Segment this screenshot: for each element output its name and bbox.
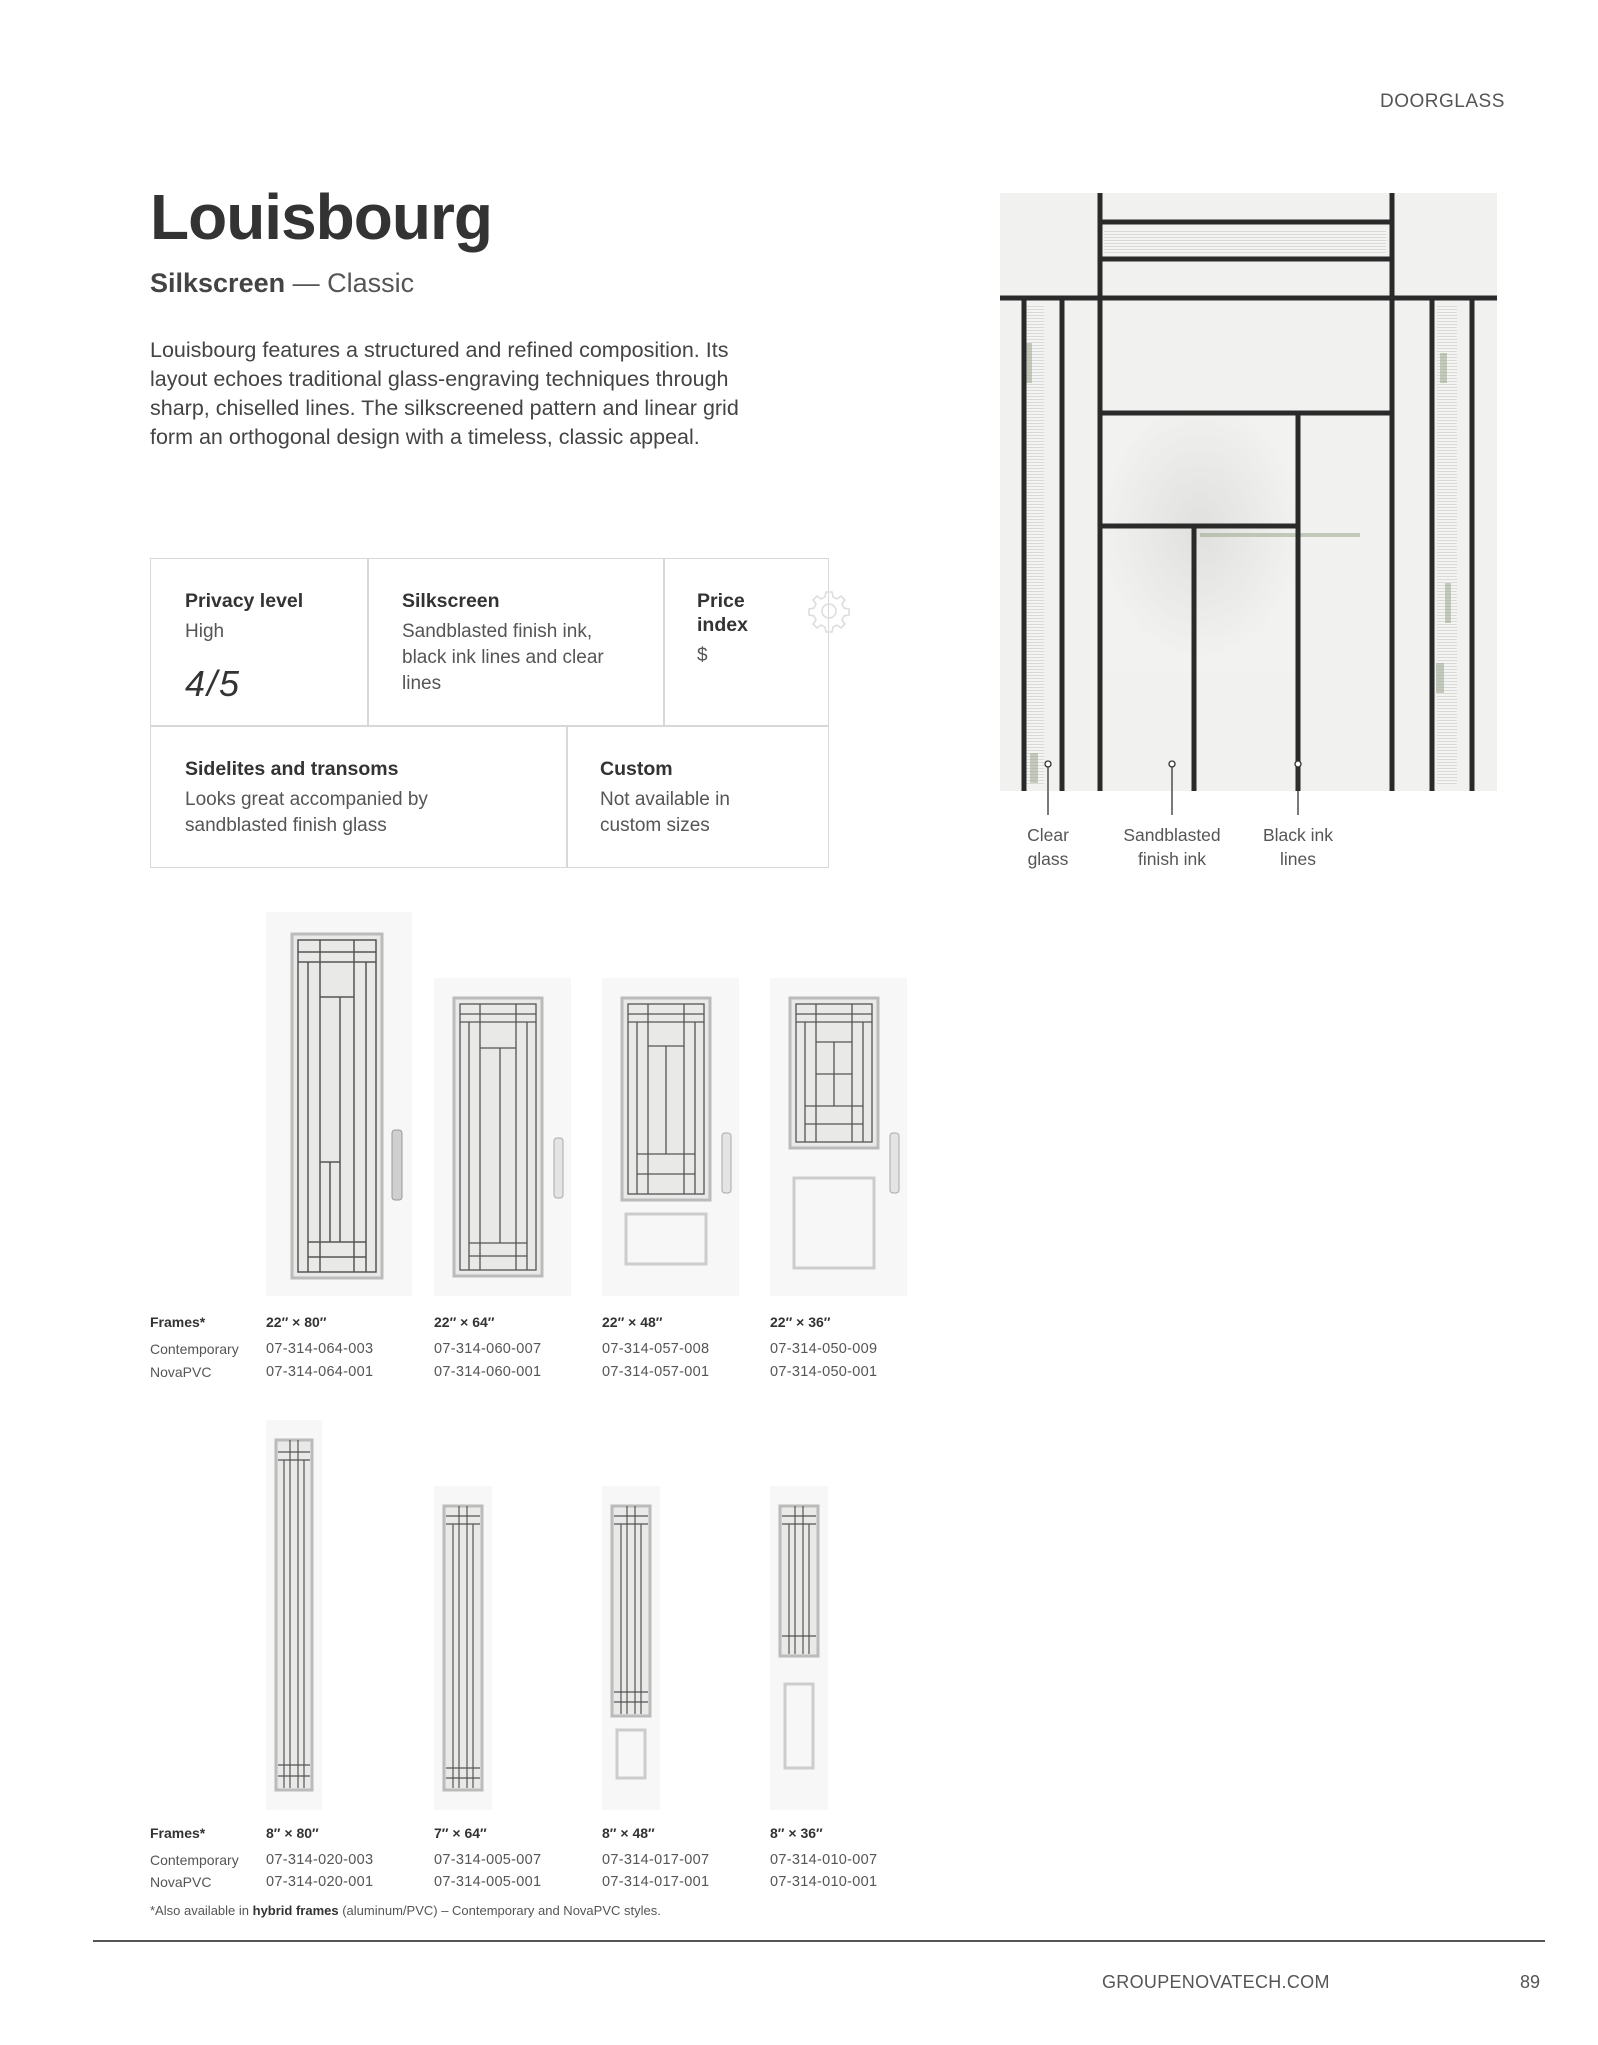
sidelite-image-8x36: [770, 1486, 828, 1810]
code-cell: 07-314-010-001: [770, 1874, 878, 1890]
divider: [663, 559, 665, 725]
door-image-22x64: [434, 978, 571, 1296]
size-header: 8″ × 48″: [602, 1825, 655, 1841]
code-cell: 07-314-020-001: [266, 1874, 374, 1890]
size-header: 22″ × 64″: [434, 1314, 495, 1330]
callout-leaders: [1000, 755, 1400, 825]
code-cell: 07-314-010-007: [770, 1852, 878, 1868]
size-header: 22″ × 36″: [770, 1314, 831, 1330]
product-description: Louisbourg features a structured and refined composition. Its layout echoes traditional glass-engraving techniques through sharp, chiselled lines. The silkscreened pattern and linear grid form an orthogonal design with a timeless, classic appeal.: [150, 338, 739, 449]
specs-table: [150, 558, 829, 868]
row-label-contemporary: Contemporary: [150, 1341, 239, 1357]
silkscreen-label: Silkscreen: [402, 590, 500, 612]
gear-icon: [807, 589, 851, 633]
section-label: DOORGLASS: [1380, 91, 1505, 112]
frames-header: Frames*: [150, 1314, 206, 1330]
product-type: Silkscreen: [150, 268, 286, 298]
callout-clear-text: Clear glass: [1027, 825, 1069, 869]
door-image-22x48: [602, 978, 739, 1296]
silkscreen-value: Sandblasted finish ink, black ink lines and clear lines: [402, 621, 604, 694]
code-cell: 07-314-057-008: [602, 1341, 710, 1357]
door-image-22x36: [770, 978, 907, 1296]
price-value: $: [697, 645, 708, 666]
footnote-prefix: *Also available in: [150, 1903, 253, 1918]
size-header: 8″ × 80″: [266, 1825, 319, 1841]
privacy-rating: 4/5: [185, 663, 242, 704]
size-header: 8″ × 36″: [770, 1825, 823, 1841]
code-cell: 07-314-060-007: [434, 1341, 542, 1357]
sidelite-image-8x80: [266, 1420, 322, 1810]
callout-sandblasted: [1102, 823, 1242, 871]
subtitle-separator: —: [285, 268, 328, 298]
callout-black-lines: [1228, 823, 1368, 871]
code-cell: 07-314-005-001: [434, 1874, 542, 1890]
code-cell: 07-314-050-009: [770, 1341, 878, 1357]
code-cell: 07-314-020-003: [266, 1852, 374, 1868]
size-header: 22″ × 80″: [266, 1314, 327, 1330]
size-header: 7″ × 64″: [434, 1825, 487, 1841]
code-cell: 07-314-057-001: [602, 1364, 710, 1380]
footnote-bold: hybrid frames: [252, 1903, 339, 1918]
footnote: [150, 1903, 661, 1918]
frames-header: Frames*: [150, 1825, 206, 1841]
footer-website: GROUPENOVATECH.COM: [1102, 1972, 1330, 1992]
code-cell: 07-314-064-001: [266, 1364, 374, 1380]
price-label: Price index: [697, 590, 748, 636]
row-label-novapvc: NovaPVC: [150, 1874, 212, 1890]
sidelite-image-7x64: [434, 1486, 492, 1810]
callout-black-text: Black ink lines: [1262, 825, 1334, 869]
product-title: Louisbourg: [150, 181, 492, 253]
code-cell: 07-314-005-007: [434, 1852, 542, 1868]
product-style: Classic: [327, 268, 415, 298]
row-label-novapvc: NovaPVC: [150, 1364, 212, 1380]
silkscreen-cell: [402, 589, 622, 697]
sidelite-image-8x48: [602, 1486, 660, 1810]
footnote-suffix: (aluminum/PVC) – Contemporary and NovaPVC styles.: [338, 1903, 661, 1918]
price-cell: [697, 589, 797, 669]
footer-divider: [93, 1940, 1545, 1942]
product-subtitle: [150, 268, 414, 299]
privacy-cell: [185, 589, 355, 705]
custom-value: Not available in custom sizes: [600, 789, 730, 836]
divider: [566, 725, 568, 867]
sidelites-cell: [185, 757, 545, 839]
privacy-value: High: [185, 621, 225, 642]
code-cell: 07-314-017-001: [602, 1874, 710, 1890]
sidelites-value: Looks great accompanied by sandblasted finish glass: [185, 789, 428, 836]
code-cell: 07-314-064-003: [266, 1341, 374, 1357]
code-cell: 07-314-050-001: [770, 1364, 878, 1380]
code-cell: 07-314-060-001: [434, 1364, 542, 1380]
glass-closeup-image: [1000, 193, 1497, 791]
sidelites-label: Sidelites and transoms: [185, 758, 399, 780]
custom-cell: [600, 757, 800, 839]
code-cell: 07-314-017-007: [602, 1852, 710, 1868]
page-number: 89: [1520, 1972, 1541, 1992]
callout-sandblasted-text: Sandblasted finish ink: [1123, 825, 1221, 869]
callout-clear-glass: [978, 823, 1118, 871]
divider: [151, 725, 828, 727]
privacy-label: Privacy level: [185, 590, 304, 612]
divider: [367, 559, 369, 725]
door-image-22x80: [266, 912, 412, 1296]
row-label-contemporary: Contemporary: [150, 1852, 239, 1868]
custom-label: Custom: [600, 758, 673, 780]
size-header: 22″ × 48″: [602, 1314, 663, 1330]
